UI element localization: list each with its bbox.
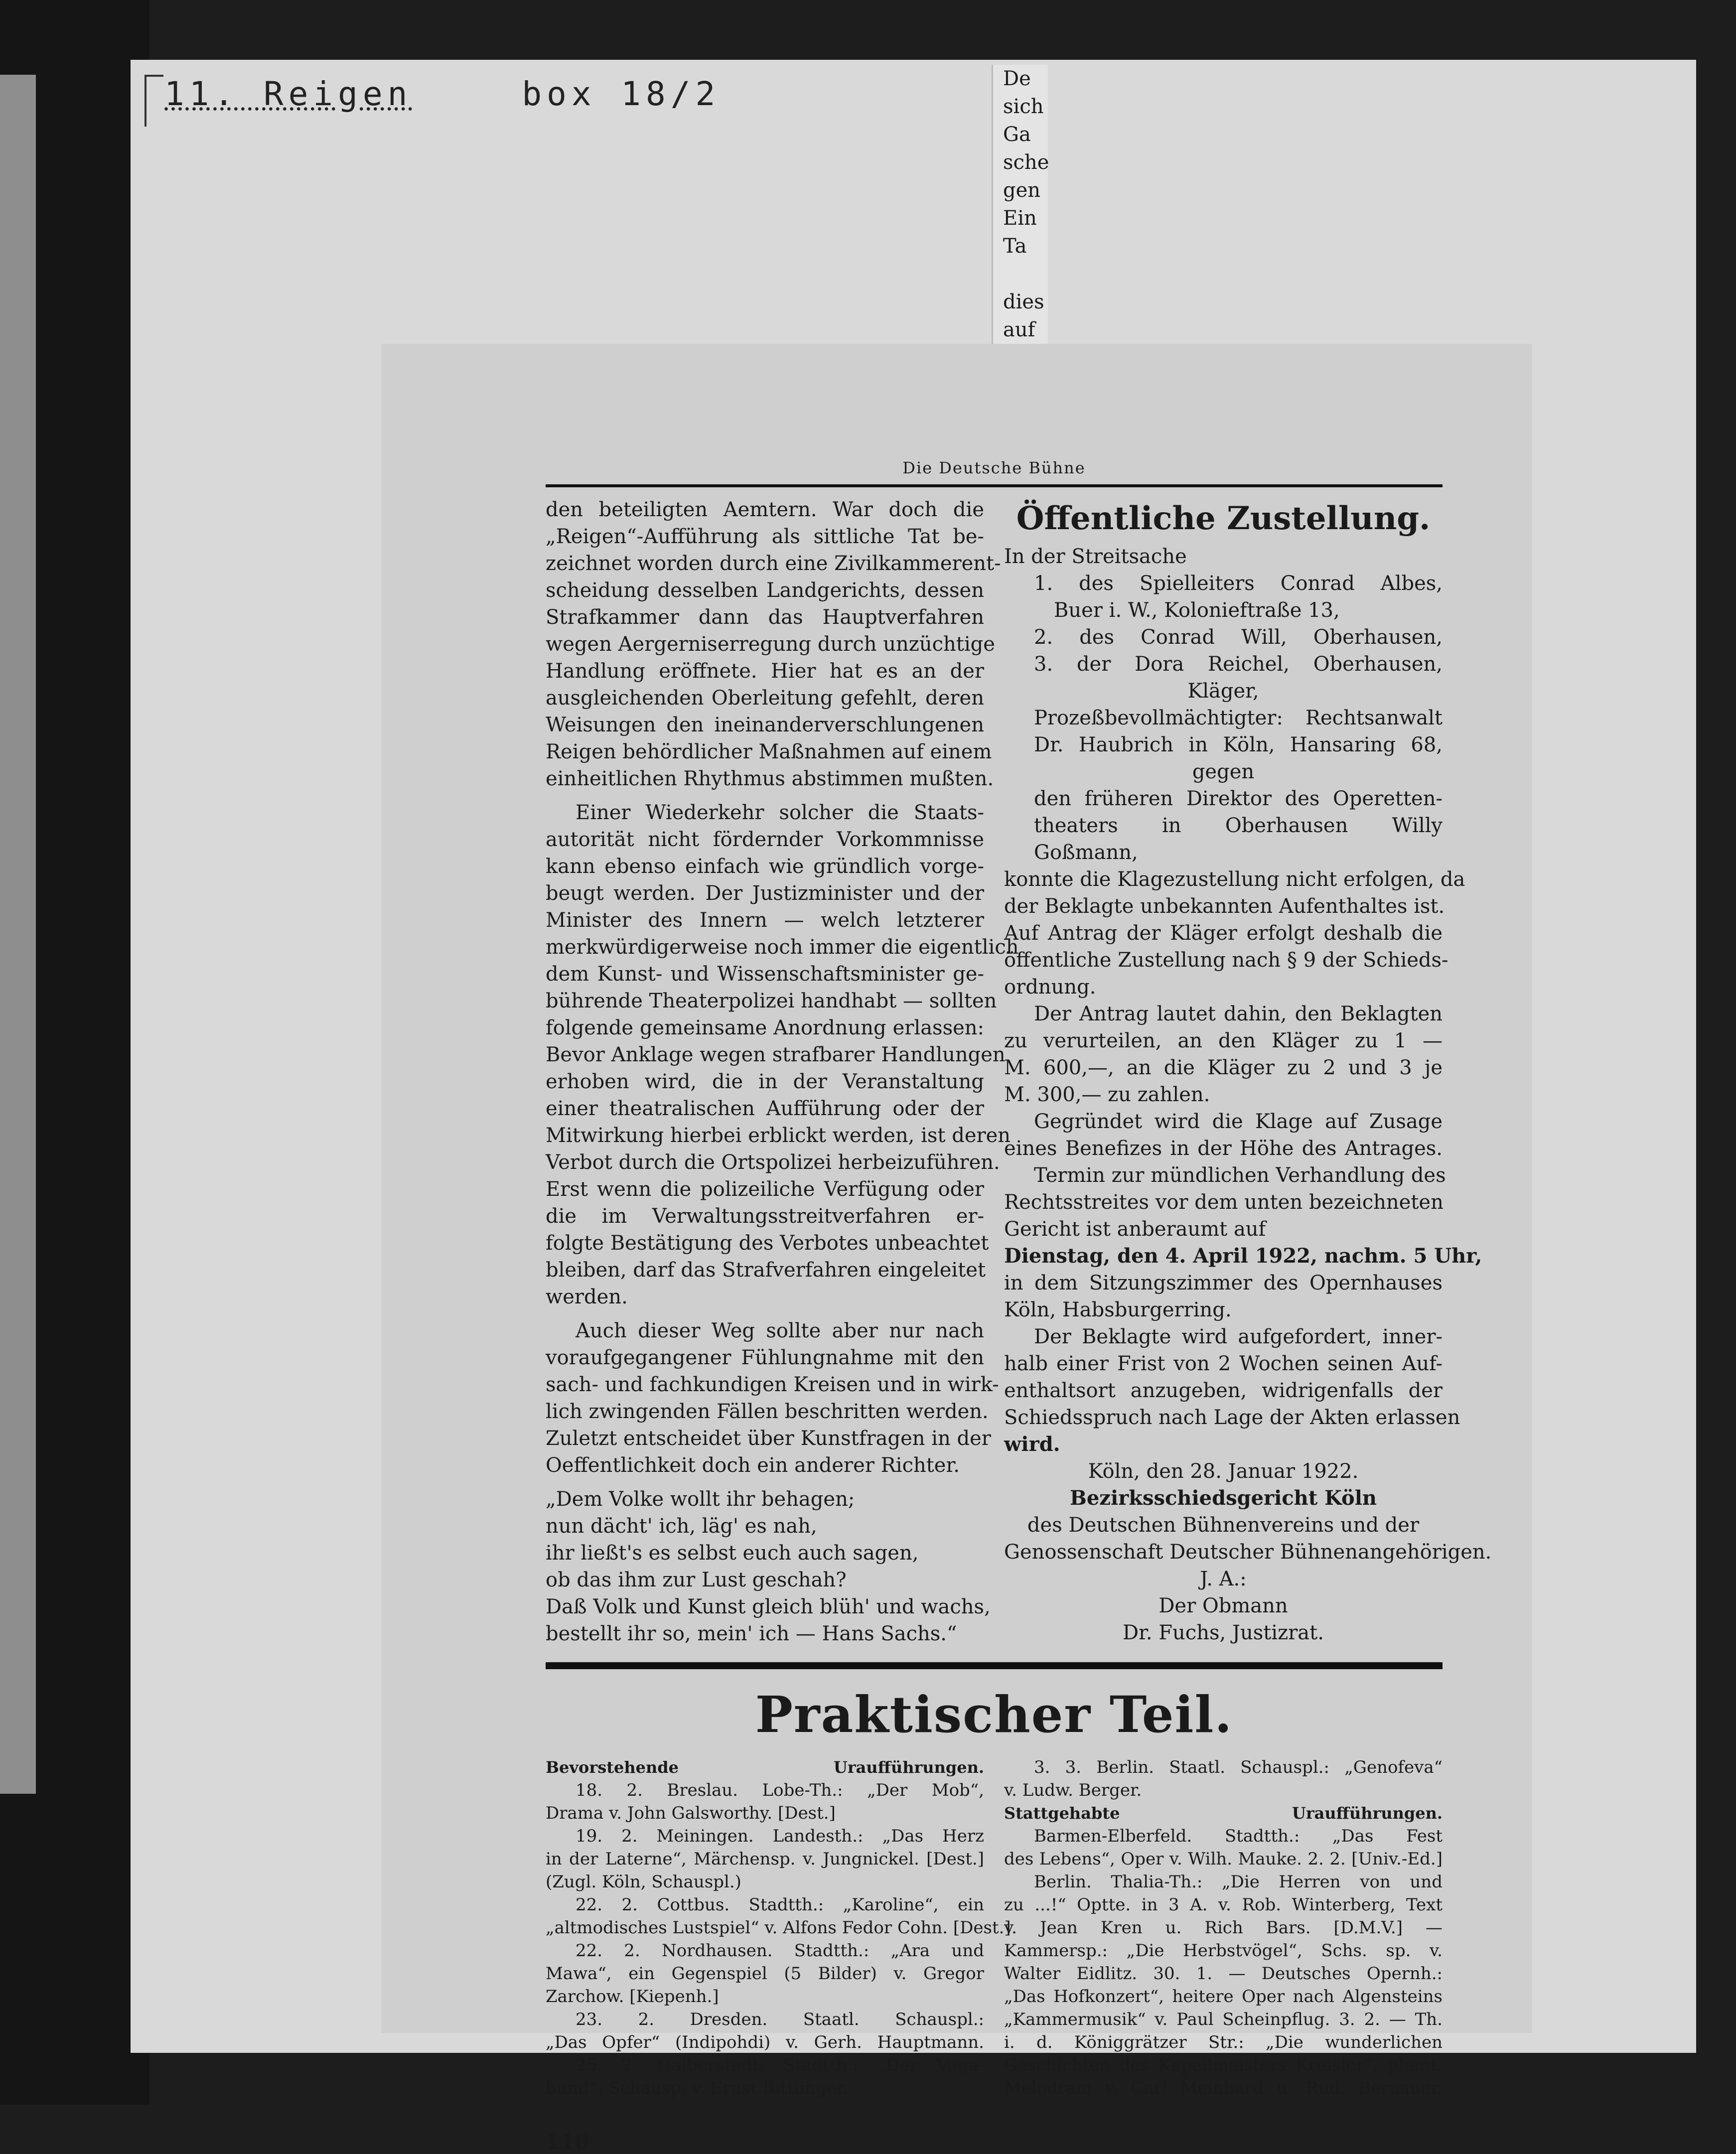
text-line: theaters in Oberhausen Willy <box>1034 814 1443 837</box>
text-line: „Reigen“-Aufführung als sittliche Tat be- <box>546 525 984 548</box>
text-line: Reigen behördlicher Maßnahmen auf einem <box>546 740 992 763</box>
text-line: Rechtsstreites vor dem unten bezeichneten <box>1004 1191 1444 1214</box>
text-line: Gegründet wird die Klage auf Zusage <box>1034 1110 1443 1133</box>
text-line: Auf Antrag der Kläger erfolgt deshalb die <box>1004 922 1443 945</box>
text-line: 1. des Spielleiters Conrad Albes, <box>1034 572 1443 595</box>
fragment-line: sich <box>1003 95 1044 118</box>
text-line: „Das Opfer“ (Indipohdi) v. Gerh. Hauptmann. <box>546 2032 984 2052</box>
text-line: 2. des Conrad Will, Oberhausen, <box>1034 626 1443 649</box>
text-line: „Kammermusik“ v. Paul Scheinpflug. 3. 2. — Th. <box>1004 2010 1443 2029</box>
text-line: in der Laterne“, Märchensp. v. Jungnickel. [Dest.] <box>546 1849 984 1869</box>
text-line: Kläger, <box>1187 680 1259 703</box>
text-line: J. A.: <box>1200 1568 1247 1590</box>
label-box: box 18/2 <box>522 75 721 113</box>
text-line: halb einer Frist von 2 Wochen seinen Auf- <box>1004 1352 1443 1375</box>
text-line: Melodram v. Carl Meinhard u. Rud. Bernauer. <box>1004 2078 1443 2098</box>
text-line: Buer i. W., Kolonieftraße 13, <box>1054 599 1340 622</box>
text-line: Erst wenn die polizeiliche Verfügung oder <box>546 1178 984 1201</box>
text-line: die im Verwaltungsstreitverfahren er- <box>546 1205 984 1228</box>
text-line: 22. 2. Cottbus. Stadtth.: „Karoline“, ein <box>576 1895 984 1915</box>
text-line: der Beklagte unbekannten Aufenthaltes ist. <box>1004 895 1445 918</box>
text-line: folgte Bestätigung des Verbotes unbeachtet <box>546 1232 989 1255</box>
text-line: kann ebenso einfach wie gründlich vorge- <box>546 855 984 878</box>
text-line: bestellt ihr so, mein' ich — Hans Sachs.“ <box>546 1622 957 1645</box>
fragment-line: Ga <box>1003 123 1031 146</box>
text-line: Köln, Habsburgerring. <box>1004 1298 1232 1321</box>
text-line: Auch dieser Weg sollte aber nur nach <box>576 1319 984 1342</box>
adjacent-page-strip <box>0 75 36 1794</box>
text-line: 3. 3. Berlin. Staatl. Schauspl.: „Genofeva“ <box>1034 1757 1443 1777</box>
text-line: Prozeßbevollmächtigter: Rechtsanwalt <box>1034 707 1443 729</box>
clipping-fragment <box>992 65 1048 344</box>
text-line: einheitlichen Rhythmus abstimmen mußten. <box>546 767 994 790</box>
text-line: eines Benefizes in der Höhe des Antrages. <box>1004 1137 1443 1160</box>
text-line: Schiedsspruch nach Lage der Akten erlassen <box>1004 1406 1460 1429</box>
text-line: Zarchow. [Kiepenh.] <box>546 1987 719 2007</box>
text-line: ordnung. <box>1004 976 1096 999</box>
text-line: Mawa“, ein Gegenspiel (5 Bilder) v. Gregor <box>546 1964 984 1984</box>
text-line: Weisungen den ineinanderverschlungenen <box>546 714 984 736</box>
text-line: „Dem Volke wollt ihr behagen; <box>546 1488 855 1511</box>
text-line: Bevor Anklage wegen strafbarer Handlungen <box>546 1043 1006 1066</box>
text-line: (Zugl. Köln, Schauspl.) <box>546 1872 741 1892</box>
text-line: gegen <box>1192 760 1255 783</box>
text-line: v. Ludw. Berger. <box>1004 1780 1142 1800</box>
text-line: Verbot durch die Ortspolizei herbeizuführen. <box>546 1151 1000 1174</box>
fragment-line <box>993 260 1048 288</box>
text-line: des Deutschen Bühnenvereins und der <box>1027 1514 1420 1537</box>
verse <box>546 1486 991 1647</box>
text-line: Mitwirkung hierbei erblickt werden, ist deren <box>546 1124 1011 1147</box>
text-line: den früheren Direktor des Operetten- <box>1034 787 1443 810</box>
text-line: Minister des Innern — welch letzterer <box>546 909 984 932</box>
text-line: Der Beklagte wird aufgefordert, inner- <box>1034 1325 1443 1348</box>
text-line: Termin zur mündlichen Verhandlung des <box>1034 1164 1446 1187</box>
text-line: den beteiligten Aemtern. War doch die <box>546 498 984 521</box>
text-line: Zuletzt entscheidet über Kunstfragen in der <box>546 1427 991 1450</box>
text-line: ob das ihm zur Lust geschah? <box>546 1569 847 1591</box>
text-line: zeichnet worden durch eine Zivilkammerent- <box>546 552 1001 575</box>
corner-mark <box>145 75 163 127</box>
fragment-line: sche <box>1003 151 1049 174</box>
text-line: öffentliche Zustellung nach § 9 der Schieds- <box>1004 949 1448 972</box>
masthead-rule <box>546 484 1443 487</box>
text-line: Oeffentlichkeit doch ein anderer Richter. <box>546 1454 960 1477</box>
left-column <box>546 496 1019 1647</box>
text-line: 23. 2. Dresden. Staatl. Schauspl.: <box>576 2010 984 2029</box>
text-line: erhoben wird, die in der Veranstaltung <box>546 1070 984 1093</box>
text-line: „Das Hofkonzert“, heitere Oper nach Algensteins <box>1004 1987 1443 2007</box>
text-line: Goßmann, <box>1034 841 1138 864</box>
text-line: M. 300,— zu zahlen. <box>1004 1083 1210 1106</box>
text-line: merkwürdigerweise noch immer die eigentlich <box>546 936 1019 959</box>
text-line: Genossenschaft Deutscher Bühnenangehörigen. <box>1004 1541 1492 1564</box>
page-number: 110 <box>546 2130 589 2154</box>
text-line: wird. <box>1004 1433 1060 1456</box>
text-line: Stattgehabte Uraufführungen. <box>1004 1804 1443 1823</box>
text-line: 25. 2. Halberstadt. Stadtth.: „Der Vaga- <box>576 2055 984 2075</box>
text-line: M. 600,—, an die Kläger zu 2 und 3 je <box>1004 1056 1443 1079</box>
text-line: Bevorstehende Uraufführungen. <box>546 1758 984 1777</box>
text-line: Kammersp.: „Die Herbstvögel“, Schs. sp. v. <box>1004 1941 1443 1961</box>
text-line: dem Kunst- und Wissenschaftsminister ge- <box>546 963 984 986</box>
text-line: folgende gemeinsame Anordnung erlassen: <box>546 1016 984 1039</box>
text-line: In der Streitsache <box>1004 545 1187 568</box>
text-line: 22. 2. Nordhausen. Stadtth.: „Ara und <box>576 1941 984 1961</box>
text-line: bleiben, darf das Strafverfahren eingeleitet <box>546 1259 986 1282</box>
section-rule <box>546 1662 1443 1669</box>
text-line: Dr. Haubrich in Köln, Hansaring 68, <box>1034 733 1443 756</box>
text-line: Daß Volk und Kunst gleich blüh' und wachs, <box>546 1595 991 1618</box>
newspaper-clipping <box>381 344 1532 2154</box>
text-line: autorität nicht fördernder Vorkommnisse <box>546 828 984 851</box>
masthead: Die Deutsche Bühne <box>902 458 1086 477</box>
text-line: lich zwingenden Fällen beschritten werden. <box>546 1400 989 1423</box>
text-line: v. Jean Kren u. Rich Bars. [D.M.V.] — <box>1004 1918 1443 1938</box>
text-line: 19. 2. Meiningen. Landesth.: „Das Herz <box>576 1826 984 1846</box>
text-line: Bezirksschiedsgericht Köln <box>1070 1486 1377 1510</box>
fragment-line: Ta <box>1003 235 1027 258</box>
text-line: Barmen-Elberfeld. Stadtth.: „Das Fest <box>1034 1826 1443 1846</box>
fragment-line: dies <box>1003 290 1044 313</box>
text-line: des Lebens“, Oper v. Wilh. Mauke. 2. 2. [Univ.-Ed.] <box>1004 1849 1443 1869</box>
fragment-line: De <box>1003 67 1031 90</box>
text-line: 3. der Dora Reichel, Oberhausen, <box>1034 653 1443 676</box>
text-line: Der Obmann <box>1158 1594 1288 1617</box>
text-line: Berlin. Thalia-Th.: „Die Herren von und <box>1034 1872 1443 1892</box>
text-line: bührende Theaterpolizei handhabt — sollten <box>546 990 997 1012</box>
text-line: Köln, den 28. Januar 1922. <box>1088 1460 1359 1483</box>
text-line: bund“, Schausp. v. Ernst Bittlinger. <box>546 2078 849 2098</box>
text-line: nun dächt' ich, läg' es nah, <box>546 1515 817 1538</box>
text-line: wegen Aergerniserregung durch unzüchtige <box>546 633 995 656</box>
text-line: ihr ließt's es selbst euch auch sagen, <box>546 1542 919 1565</box>
text-line: Walter Eidlitz. 30. 1. — Deutsches Opernh.: <box>1004 1964 1443 1984</box>
text-line: beugt werden. Der Justizminister und der <box>546 882 984 905</box>
text-line: werden. <box>546 1286 628 1308</box>
fragment-line: auf <box>1003 318 1035 341</box>
text-line: enthaltsort anzugeben, widrigenfalls der <box>1004 1379 1443 1402</box>
section-title: Praktischer Teil. <box>755 1685 1233 1744</box>
text-line: scheidung desselben Landgerichts, dessen <box>546 579 984 602</box>
text-line: einer theatralischen Aufführung oder der <box>546 1097 984 1120</box>
text-line: Drama v. John Galsworthy. [Dest.] <box>546 1803 836 1823</box>
text-line: „altmodisches Lustspiel“ v. Alfons Fedor Cohn. [Dest.] <box>546 1918 1011 1938</box>
text-line: voraufgegangener Fühlungnahme mit den <box>546 1346 984 1369</box>
text-line: Gericht ist anberaumt auf <box>1004 1218 1266 1241</box>
text-line: Dienstag, den 4. April 1922, nachm. 5 Uhr, <box>1004 1244 1482 1268</box>
archive-label <box>164 75 720 113</box>
text-line: Strafkammer dann das Hauptverfahren <box>546 606 984 629</box>
text-line: i. d. Königgrätzer Str.: „Die wunderlichen <box>1004 2032 1443 2052</box>
text-line: Dr. Fuchs, Justizrat. <box>1123 1621 1324 1644</box>
text-line: Handlung eröffnete. Hier hat es an der <box>546 660 984 683</box>
right-column <box>1004 496 1492 1647</box>
text-line: 18. 2. Breslau. Lobe-Th.: „Der Mob“, <box>576 1780 984 1800</box>
text-line: zu verurteilen, an den Kläger zu 1 — <box>1004 1029 1443 1052</box>
text-line: Geschichten des Kapellmeisters Kreisler“, phant. <box>1004 2055 1443 2075</box>
label-title: 11. Reigen <box>164 75 413 113</box>
text-line: Einer Wiederkehr solcher die Staats- <box>576 801 984 824</box>
text-line: ausgleichenden Oberleitung gefehlt, deren <box>546 687 984 710</box>
fragment-line: gen <box>1003 179 1041 202</box>
text-line: Der Antrag lautet dahin, den Beklagten <box>1034 1003 1443 1025</box>
text-line: sach- und fachkundigen Kreisen und in wirk- <box>546 1373 999 1396</box>
praktisch-left-column <box>546 1756 1011 2100</box>
praktisch-right-column <box>1004 1756 1443 2100</box>
notice-title: Öffentliche Zustellung. <box>1016 500 1431 537</box>
text-line: in dem Sitzungszimmer des Opernhauses <box>1004 1272 1443 1294</box>
fragment-line: Ein <box>1003 207 1037 230</box>
text-line: konnte die Klagezustellung nicht erfolgen, da <box>1004 868 1465 891</box>
text-line: zu ...!“ Optte. in 3 A. v. Rob. Winterberg, Text <box>1004 1895 1443 1915</box>
